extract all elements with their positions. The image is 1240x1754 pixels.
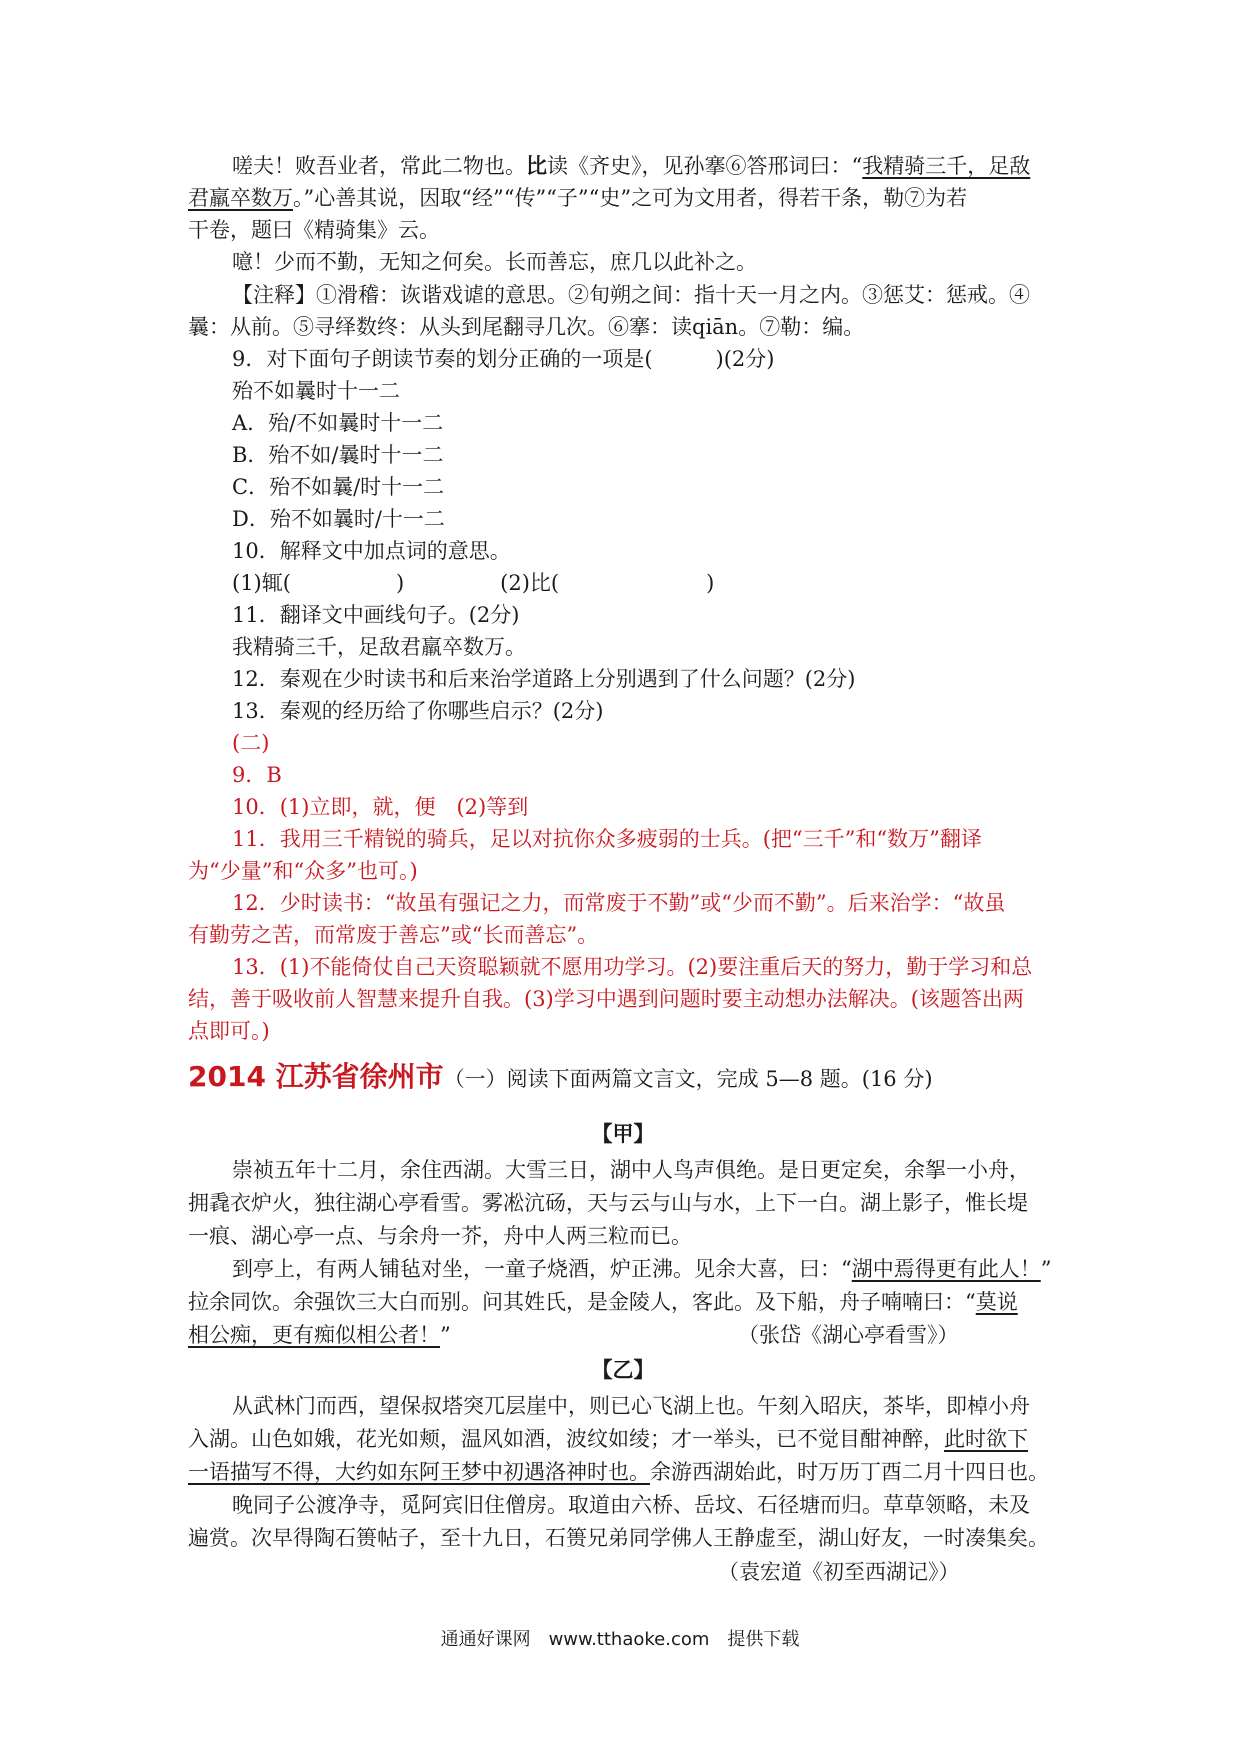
passage-source: （张岱《湖心亭看雪》） xyxy=(738,1323,959,1347)
option-a: A．殆/不如曩时十一二 xyxy=(232,411,444,435)
question-10-blanks xyxy=(232,567,1058,599)
passage-line: 拥毳衣炉火，独往湖心亭看雪。雾凇沆砀，天与云与山与水，上下一白。湖上影子，惟长堤 xyxy=(188,1191,1028,1215)
page-footer: 通通好课网 www.tthaoke.com 提供下载 xyxy=(440,1629,800,1650)
answer-10: 10．(1)立即，就，便 (2)等到 xyxy=(232,795,529,819)
annotation-line: 曩：从前。⑤寻绎数终：从头到尾翻寻几次。⑥搴：读qiān。⑦勒：编。 xyxy=(188,315,865,339)
dotted-word: 比 xyxy=(526,153,547,178)
answer-11: 11．我用三千精锐的骑兵，足以对抗你众多疲弱的士兵。(把“三千”和“数万”翻译 xyxy=(232,827,982,851)
underlined-sentence: 我精骑三千，足敌 xyxy=(862,154,1031,178)
option-b: B．殆不如/曩时十一二 xyxy=(232,443,444,467)
passage-line xyxy=(188,1286,1058,1318)
passage-line xyxy=(232,1253,1058,1285)
question-sentence: 殆不如曩时十一二 xyxy=(232,379,400,403)
answer-13: 13．(1)不能倚仗自己天资聪颖就不愿用功学习。(2)要注重后天的努力，勤于学习和总 xyxy=(232,955,1033,979)
text-span: ” xyxy=(440,1323,451,1347)
passage-line: 晚同子公渡净寺，觅阿宾旧住僧房。取道由六桥、岳坟、石径塘而归。草草领略，未及 xyxy=(232,1493,1030,1517)
passage-line: 崇祯五年十二月，余住西湖。大雪三日，湖中人鸟声俱绝。是日更定矣，余挐一小舟， xyxy=(232,1158,1030,1182)
answer-section-label: (二) xyxy=(232,731,270,755)
text-span: 。”心善其说，因取“经”“传”“子”“史”之可为文用者，得若干条，勒⑦为若 xyxy=(293,186,968,210)
exam-title: 2014 江苏省徐州市 xyxy=(188,1060,444,1093)
answer-9: 9．B xyxy=(232,763,282,787)
passage-paragraph-line: 干卷，题曰《精骑集》云。 xyxy=(188,218,440,242)
passage-paragraph-line xyxy=(232,150,1058,182)
underlined-sentence: 相公痴，更有痴似相公者！ xyxy=(188,1323,440,1347)
answer-11-cont: 为“少量”和“众多”也可。) xyxy=(188,859,418,883)
section-instruction: （一）阅读下面两篇文言文，完成 5—8 题。(16 分) xyxy=(443,1067,933,1091)
passage-line xyxy=(188,1319,1058,1351)
passage-source: （袁宏道《初至西湖记》） xyxy=(718,1560,960,1584)
blank-2: (2)比( ) xyxy=(500,571,715,595)
text-span: 余游西湖始此，时万历丁酉二月十四日也。 xyxy=(650,1460,1049,1484)
text-span: 读《齐史》，见孙搴⑥答邢词曰：“ xyxy=(547,154,863,178)
underlined-sentence: 君羸卒数万 xyxy=(188,186,293,210)
question-13: 13．秦观的经历给了你哪些启示？(2分) xyxy=(232,699,604,723)
text-span: 入湖。山色如娥，花光如颊，温风如酒，波纹如绫；才一举头，已不觉目酣神醉， xyxy=(188,1427,944,1451)
underlined-sentence: 此时欲下 xyxy=(944,1427,1028,1451)
passage-line: 一痕、湖心亭一点、与余舟一芥，舟中人两三粒而已。 xyxy=(188,1224,692,1248)
question-sentence: 我精骑三千，足敌君羸卒数万。 xyxy=(232,635,526,659)
passage-label-jia: 【甲】 xyxy=(591,1121,655,1146)
section-heading xyxy=(188,1058,1058,1098)
question-11: 11．翻译文中画线句子。(2分) xyxy=(232,603,520,627)
answer-12: 12．少时读书：“故虽有强记之力，而常废于不勤”或“少而不勤”。后来治学：“故虽 xyxy=(232,891,1006,915)
text-span: 到亭上，有两人铺毡对坐，一童子烧酒，炉正沸。见余大喜，曰：“ xyxy=(232,1257,852,1281)
passage-paragraph-line xyxy=(188,182,1058,214)
annotation-line: 【注释】①滑稽：诙谐戏谑的意思。②旬朔之间：指十天一月之内。③惩艾：惩戒。④ xyxy=(232,283,1030,307)
blank-1: (1)辄( ) xyxy=(232,571,405,595)
option-c: C．殆不如曩/时十一二 xyxy=(232,475,445,499)
text-span: 拉余同饮。余强饮三大白而别。问其姓氏，是金陵人，客此。及下船，舟子喃喃曰：“ xyxy=(188,1290,976,1314)
text-span: 嗟夫！败吾业者，常此二物也。 xyxy=(232,154,526,178)
question-10: 10．解释文中加点词的意思。 xyxy=(232,539,511,563)
answer-13-cont: 点即可。) xyxy=(188,1019,270,1043)
passage-label-yi: 【乙】 xyxy=(591,1357,655,1382)
passage-line xyxy=(188,1456,1058,1488)
passage-line: 遍赏。次早得陶石篑帖子，至十九日，石篑兄弟同学佛人王静虚至，湖山好友，一时凑集矣。 xyxy=(188,1526,1049,1550)
question-12: 12．秦观在少时读书和后来治学道路上分别遇到了什么问题？(2分) xyxy=(232,667,856,691)
underlined-sentence: 莫说 xyxy=(975,1290,1018,1314)
question-9: 9．对下面句子朗读节奏的划分正确的一项是( )(2分) xyxy=(232,347,775,371)
answer-12-cont: 有勤劳之苦，而常废于善忘”或“长而善忘”。 xyxy=(188,923,599,947)
text-span: ” xyxy=(1040,1257,1052,1281)
answer-13-cont: 结，善于吸收前人智慧来提升自我。(3)学习中遇到问题时要主动想办法解决。(该题答出两 xyxy=(188,987,1024,1011)
passage-paragraph-line: 噫！少而不勤，无知之何矣。长而善忘，庶几以此补之。 xyxy=(232,250,757,274)
option-d: D．殆不如曩时/十一二 xyxy=(232,507,445,531)
underlined-sentence: 湖中焉得更有此人！ xyxy=(851,1257,1041,1281)
underlined-sentence: 一语描写不得，大约如东阿王梦中初遇洛神时也。 xyxy=(188,1460,650,1484)
passage-line: 从武林门而西，望保叔塔突兀层崖中，则已心飞湖上也。午刻入昭庆，茶毕，即棹小舟 xyxy=(232,1394,1030,1418)
passage-line xyxy=(188,1423,1058,1455)
